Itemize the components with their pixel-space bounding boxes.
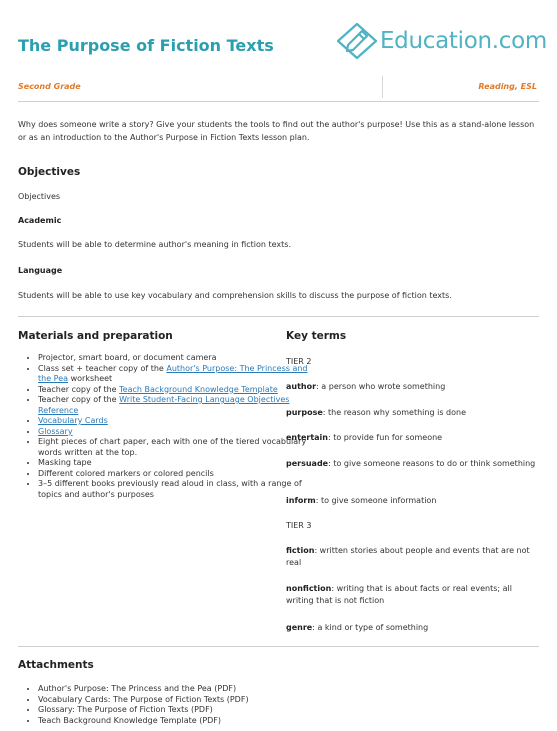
key-term-fiction: fiction: written stories about people and events that are not real — [286, 546, 530, 567]
term-word: genre — [286, 623, 313, 632]
subject-label: Reading, ESL — [478, 82, 537, 91]
header — [0, 0, 557, 72]
key-term-entertain: entertain: to provide fun for someone — [286, 433, 443, 442]
language-text: Students will be able to use key vocabulary and comprehension skills to discuss the purpose of fiction texts. — [18, 291, 452, 300]
material-item[interactable] — [38, 416, 308, 427]
material-item[interactable]: • Teacher copy of the Teach Background Knowledge Template — [38, 385, 308, 396]
attachment-item[interactable]: • Vocabulary Cards: The Purpose of Fiction Texts (PDF) — [38, 695, 538, 706]
meta-divider — [382, 76, 383, 98]
material-link[interactable]: Write Student-Facing Language Objectives Reference — [38, 395, 290, 415]
divider — [18, 101, 539, 102]
academic-text: Students will be able to determine author's meaning in fiction texts. — [18, 240, 292, 249]
page-title: The Purpose of Fiction Texts — [18, 36, 274, 55]
term-word: inform — [286, 496, 316, 505]
language-heading: Language — [18, 266, 63, 275]
attachment-item[interactable]: • Glossary: The Purpose of Fiction Texts (PDF) — [38, 705, 538, 716]
term-word: nonfiction — [286, 584, 332, 593]
key-term-nonfiction: nonfiction: writing that is about facts or real events; all writing that is not fiction — [286, 584, 512, 605]
term-word: entertain — [286, 433, 328, 442]
attachment-item[interactable]: • Author's Purpose: The Princess and the Pea (PDF) — [38, 684, 538, 695]
material-item[interactable]: • Teacher copy of the Write Student-Facing Language Objectives Reference — [38, 395, 308, 416]
material-link[interactable]: Author's Purpose: The Princess and the Pea — [38, 363, 308, 383]
term-word: persuade — [286, 459, 329, 468]
material-item: • Projector, smart board, or document camera — [38, 353, 308, 364]
material-item: • 3–5 different books previously read aloud in class, with a range of topics and author's purposes — [38, 479, 308, 500]
tier-2-label: TIER 2 — [286, 357, 312, 366]
key-term-author: author: a person who wrote something — [286, 382, 446, 391]
tier-3-label: TIER 3 — [286, 521, 312, 530]
material-link[interactable]: Glossary — [38, 426, 73, 436]
education-com-logo[interactable] — [336, 22, 547, 60]
academic-heading: Academic — [18, 216, 62, 225]
key-term-persuade: persuade: to give someone reasons to do or think something — [286, 459, 536, 468]
term-word: purpose — [286, 408, 323, 417]
material-item: • Masking tape — [38, 458, 308, 469]
term-word: fiction — [286, 546, 315, 555]
key-term-purpose: purpose: the reason why something is done — [286, 408, 466, 417]
key-terms-heading: Key terms — [286, 330, 347, 342]
attachments-list — [18, 684, 538, 726]
material-link[interactable]: Teach Background Knowledge Template — [119, 384, 278, 394]
attachment-item[interactable]: • Teach Background Knowledge Template (PDF) — [38, 716, 538, 727]
material-item[interactable]: • Class set + teacher copy of the Author's Purpose: The Princess and the Pea worksheet — [38, 364, 308, 385]
key-term-inform: inform: to give someone information — [286, 496, 437, 505]
grade-label: Second Grade — [18, 82, 81, 91]
material-item: • Different colored markers or colored pencils — [38, 469, 308, 480]
objectives-text: Objectives — [18, 192, 61, 201]
materials-heading: Materials and preparation — [18, 330, 173, 342]
term-word: author — [286, 382, 317, 391]
material-item[interactable] — [38, 427, 308, 438]
pencil-diamond-icon — [336, 22, 378, 60]
divider — [18, 646, 539, 647]
divider — [18, 316, 539, 317]
objectives-heading: Objectives — [18, 166, 81, 178]
intro-paragraph: Why does someone write a story? Give your students the tools to find out the author's purpose! Use this as a stand-alone lesson or as an introduction to the Author's Purpose in Fiction Texts lesson plan. — [18, 120, 535, 142]
material-item: • Eight pieces of chart paper, each with one of the tiered vocabulary words written at the top. — [38, 437, 308, 458]
material-link[interactable]: Vocabulary Cards — [38, 416, 108, 425]
attachments-heading: Attachments — [18, 659, 94, 671]
logo-text: Education.com — [379, 28, 547, 54]
materials-list — [18, 353, 308, 500]
key-term-genre: genre: a kind or type of something — [286, 623, 429, 632]
lesson-meta — [0, 82, 557, 96]
